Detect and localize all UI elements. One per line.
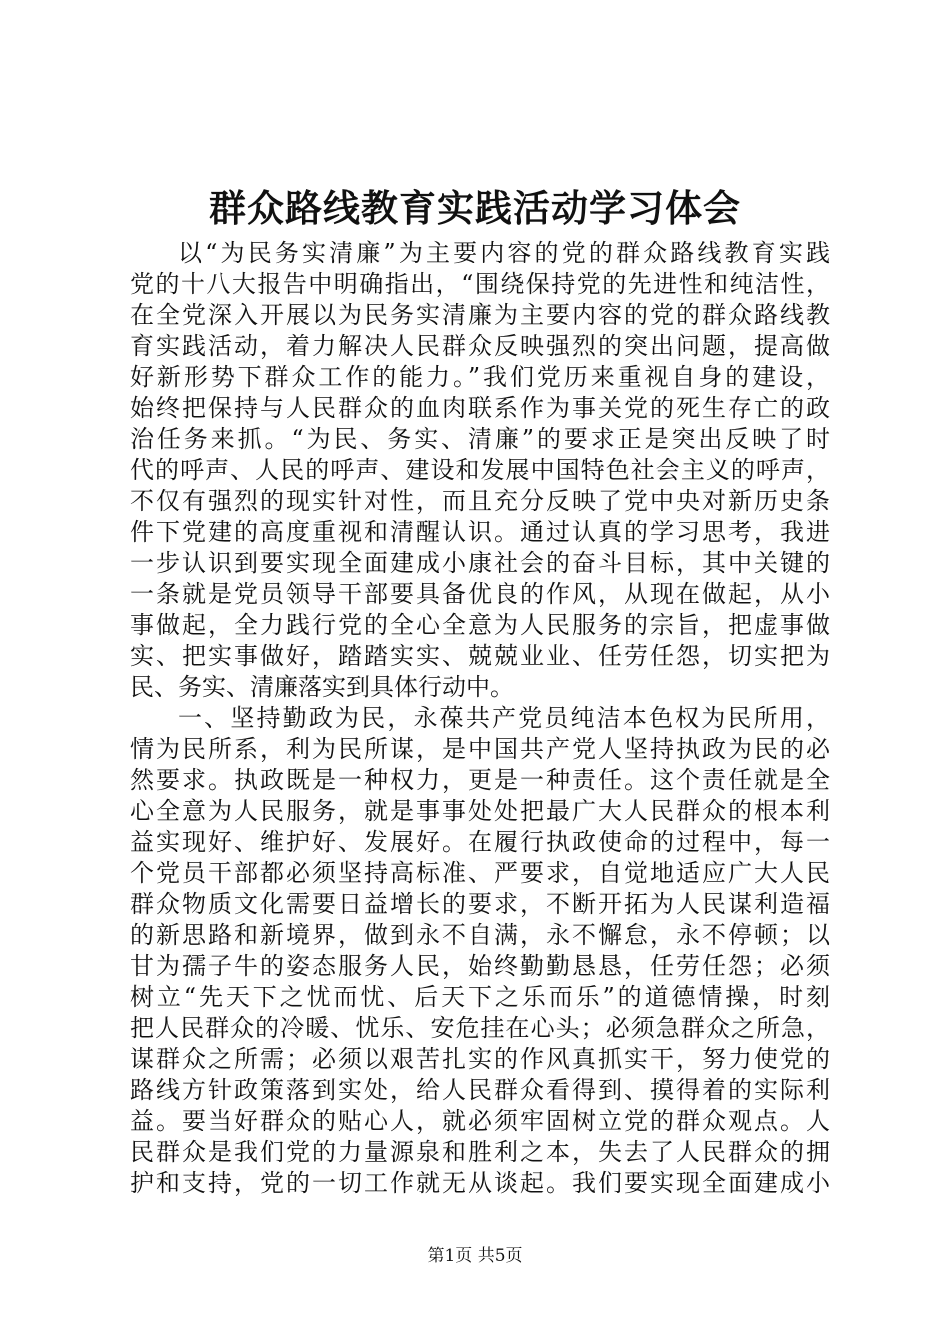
body-line: 民、务实、清廉落实到具体行动中。	[130, 673, 514, 701]
body-line: 好新形势下群众工作的能力。”我们党历来重视自身的建设，	[130, 363, 830, 391]
body-line: 路线方针政策落到实处，给人民群众看得到、摸得着的实际利	[130, 1076, 830, 1104]
document-title: 群众路线教育实践活动学习体会	[209, 186, 741, 230]
body-line: 代的呼声、人民的呼声、建设和发展中国特色社会主义的呼声，	[130, 456, 830, 484]
body-line: 甘为孺子牛的姿态服务人民，始终勤勤恳恳，任劳任怨；必须	[130, 952, 830, 980]
body-line: 一步认识到要实现全面建成小康社会的奋斗目标，其中关键的	[130, 549, 830, 577]
body-line: 不仅有强烈的现实针对性，而且充分反映了党中央对新历史条	[130, 487, 830, 515]
body-line: 育实践活动，着力解决人民群众反映强烈的突出问题，提高做	[130, 332, 830, 360]
body-line: 党的十八大报告中明确指出，“围绕保持党的先进性和纯洁性，	[130, 270, 830, 298]
body-line: 的新思路和新境界，做到永不自满，永不懈怠，永不停顿；以	[130, 921, 830, 949]
body-line: 然要求。执政既是一种权力，更是一种责任。这个责任就是全	[130, 766, 830, 794]
body-line: 益实现好、维护好、发展好。在履行执政使命的过程中，每一	[130, 828, 830, 856]
body-line: 实、把实事做好，踏踏实实、兢兢业业、任劳任怨，切实把为	[130, 642, 830, 670]
body-line: 件下党建的高度重视和清醒认识。通过认真的学习思考，我进	[130, 518, 830, 546]
page-number-footer: 第1页 共5页	[427, 1246, 523, 1266]
body-line: 民群众是我们党的力量源泉和胜利之本，失去了人民群众的拥	[130, 1138, 830, 1166]
body-line: 一条就是党员领导干部要具备优良的作风，从现在做起，从小	[130, 580, 830, 608]
body-line: 始终把保持与人民群众的血肉联系作为事关党的死生存亡的政	[130, 394, 830, 422]
body-line: 事做起，全力践行党的全心全意为人民服务的宗旨，把虚事做	[130, 611, 830, 639]
body-line: 情为民所系，利为民所谋，是中国共产党人坚持执政为民的必	[130, 735, 830, 763]
body-line: 治任务来抓。“为民、务实、清廉”的要求正是突出反映了时	[130, 425, 830, 453]
body-line: 益。要当好群众的贴心人，就必须牢固树立党的群众观点。人	[130, 1107, 830, 1135]
body-line: 心全意为人民服务，就是事事处处把最广大人民群众的根本利	[130, 797, 830, 825]
body-line: 以“为民务实清廉”为主要内容的党的群众路线教育实践	[178, 239, 830, 267]
body-line: 把人民群众的冷暖、忧乐、安危挂在心头；必须急群众之所急，	[130, 1014, 830, 1042]
body-line: 一、坚持勤政为民，永葆共产党员纯洁本色权为民所用，	[178, 704, 830, 732]
body-line: 谋群众之所需；必须以艰苦扎实的作风真抓实干，努力使党的	[130, 1045, 830, 1073]
body-line: 个党员干部都必须坚持高标准、严要求，自觉地适应广大人民	[130, 859, 830, 887]
body-line: 护和支持，党的一切工作就无从谈起。我们要实现全面建成小	[130, 1169, 830, 1197]
body-line: 在全党深入开展以为民务实清廉为主要内容的党的群众路线教	[130, 301, 830, 329]
document-body	[130, 238, 830, 1199]
body-line: 群众物质文化需要日益增长的要求，不断开拓为人民谋利造福	[130, 890, 830, 918]
body-line: 树立“先天下之忧而忧、后天下之乐而乐”的道德情操，时刻	[130, 983, 830, 1011]
